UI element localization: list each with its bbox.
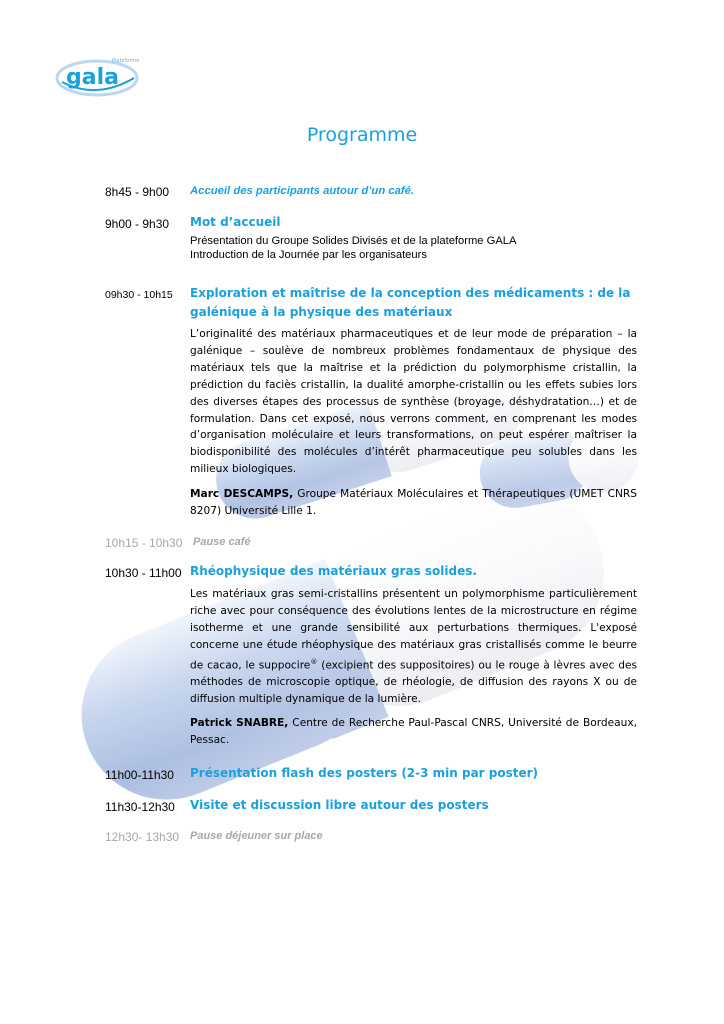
time-slot: 11h30-12h30 (105, 800, 175, 814)
session-title: Mot d’accueil (190, 215, 281, 229)
speaker-credit (190, 715, 637, 749)
session-abstract: L’originalité des matériaux pharmaceutiques et de leur mode de préparation – la galénique – soulève de nombreux problèmes fondamentaux de physique des matériaux tels que la maîtrise et la prédiction du polymorphisme cristallin, la prédiction du faciès cristallin, la dualité amorphe-cristallin ou les effets subies lors des diverses étapes des processus de synthèse (broyage, déshydratation…) et de formulation. Dans cet exposé, nous verrons comment, en comprenant les modes d’organisation moléculaire et leurs transformations, on peut espérer maîtriser la biodisponibilité des molécules d’intérêt pharmaceutique peu solubles dans les milieux biologiques. (190, 328, 637, 476)
time-slot: 10h15 - 10h30 (105, 536, 183, 550)
abstract-text: Les matériaux gras semi-cristallins présentent un polymorphisme particulièrement riche avec pour conséquence des évolutions lentes de la microstructure en régime isotherme et une grande sensibilité aux perturbations thermiques. L'exposé concerne une étude rhéophysique des matériaux gras cristallisés comme le beurre de cacao, le suppocire (190, 588, 637, 672)
session-title: Présentation flash des posters (2-3 min par poster) (190, 766, 539, 780)
session-abstract (190, 586, 637, 708)
logo-tagline: Plateforme (112, 58, 140, 64)
break-label: Pause déjeuner sur place (190, 830, 323, 842)
registered-mark: ® (310, 657, 318, 666)
time-slot: 10h30 - 11h00 (105, 566, 182, 580)
time-slot: 8h45 - 9h00 (105, 185, 170, 199)
speaker-affiliation: Groupe Matériaux Moléculaires et Thérapeutiques (UMET CNRS 8207) Université Lille 1. (190, 488, 637, 517)
session-title: Accueil des participants autour d’un café. (190, 185, 415, 197)
page-title: Programme (306, 124, 418, 146)
speaker-name: Patrick SNABRE, (190, 717, 289, 729)
session-title: Exploration et maîtrise de la conception des médicaments : de la galénique à la physique des matériaux (190, 286, 631, 319)
gala-logo (52, 48, 142, 103)
time-slot: 12h30- 13h30 (105, 830, 180, 844)
speaker-affiliation: Centre de Recherche Paul-Pascal CNRS, Université de Bordeaux, Pessac. (190, 717, 637, 746)
logo-wordmark: gala (66, 65, 119, 90)
speaker-credit (190, 486, 637, 520)
session-title: Rhéophysique des matériaux gras solides. (190, 564, 477, 578)
time-slot: 9h00 - 9h30 (105, 217, 170, 231)
session-detail: Présentation du Groupe Solides Divisés et de la plateforme GALA (190, 235, 517, 247)
abstract-text: (excipient des suppositoires) ou le rouge à lèvres avec des méthodes de microscopie optique, de rhéologie, de diffusion des rayons X ou de diffusion multiple dynamique de la lumière. (190, 659, 638, 705)
time-slot: 11h00-11h30 (105, 768, 174, 782)
time-slot: 09h30 - 10h15 (105, 289, 173, 301)
session-detail: Introduction de la Journée par les organisateurs (190, 249, 427, 261)
session-title: Visite et discussion libre autour des posters (190, 798, 489, 812)
break-label: Pause café (193, 536, 251, 548)
speaker-name: Marc DESCAMPS, (190, 488, 294, 500)
